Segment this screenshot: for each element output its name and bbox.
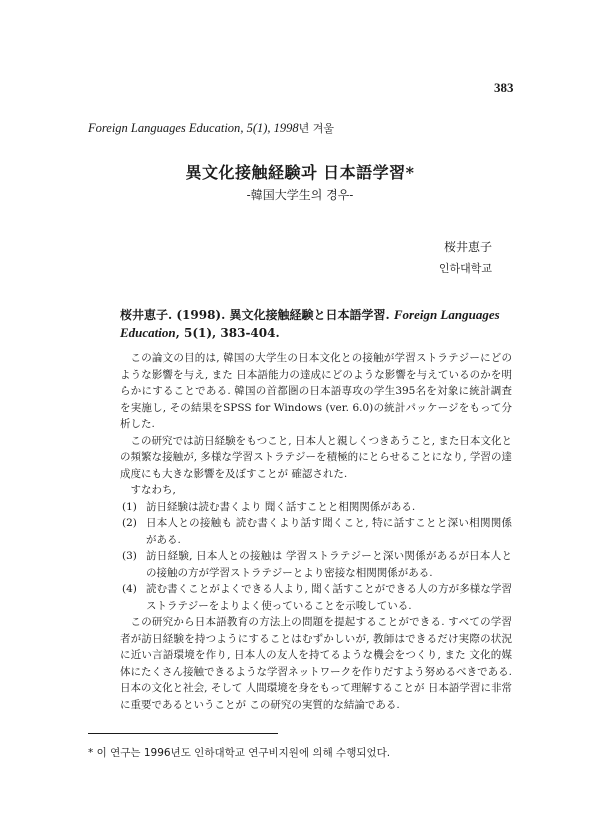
list-item-text: 訪日経験は読む書くより 聞く話すことと相関関係がある.	[146, 500, 416, 513]
list-item	[120, 548, 512, 581]
journal-title: Foreign Languages Education	[88, 121, 241, 135]
author-name: 桜井恵子	[443, 240, 492, 254]
abstract-paragraph-1: この論文の目的は, 韓国の大学生の日本文化との接触が学習ストラテジーにどのような影響を与え, また 日本語能力の達成にどのような影響を与えているのかを明らかにすることである. 韓国の首都圏の日本語専攻の学生395名を対象に統計調査を実施し, その結果をSPSS for Windows (ver. 6.0)の統計パッケージをもって分析した.	[120, 352, 512, 430]
list-item	[120, 515, 512, 548]
citation	[120, 306, 510, 342]
list-item-number: (3)	[122, 550, 137, 562]
list-item-number: (2)	[122, 517, 137, 529]
journal-header	[88, 120, 334, 136]
citation-prefix: 桜井恵子. (1998). 異文化接触経験と日本語学習.	[120, 308, 390, 322]
list-item-number: (4)	[122, 583, 137, 595]
paper-title: 異文化接触経験과 日本語学習*	[185, 163, 415, 182]
abstract-paragraph-2: この研究では訪日経験をもつこと, 日本人と親しくつきあうこと, また日本文化との頻繁な接触が, 多様な学習ストラテジーを積極的にとらせることになり, 学習の達成度にも大きな影響を及ぼすことが 確認された.	[120, 434, 512, 480]
footnote: * 이 연구는 1996년도 인하대학교 연구비지원에 의해 수행되었다.	[88, 747, 391, 759]
footnote-divider	[88, 733, 278, 734]
paper-subtitle: -韓国大学生의 경우-	[246, 188, 354, 202]
abstract	[120, 350, 512, 713]
list-item-text: 読む書くことがよくできる人より, 聞く話すことができる人の方が多様な学習ストラテジーをよりよく使っていることを示唆している.	[146, 583, 512, 612]
list-item	[120, 499, 512, 516]
author-affiliation: 인하대학교	[438, 262, 492, 275]
list-item-text: 訪日経験, 日本人との接触は 学習ストラテジーと深い関係があるが日本人との接触の方が学習ストラテジーとより密接な相関関係がある.	[146, 550, 512, 579]
list-item	[120, 581, 512, 614]
page-number: 383	[494, 80, 514, 95]
citation-suffix: , 5(1), 383-404.	[175, 326, 280, 340]
abstract-paragraph-3: すなわち,	[130, 484, 176, 496]
journal-volume-issue: , 5(1), 1998	[240, 121, 299, 135]
abstract-paragraph-4: この研究から日本語教育の方法上の問題を提起することができる. すべての学習者が訪日経験を持つようにすることはむずかしいが, 教師はできるだけ実際の状況に近い言語環境を作り, 日本人の友人を持てるような機会をつくり, また 文化的媒体にたくさん接触できるような学習ネットワークを作りだすよう努めるべきである. 日本の文化と社会, そして 人間環境を身をもって理解することが 日本語学習に非常に重要であるということが この研究の実質的な結論である.	[120, 616, 512, 711]
list-item-number: (1)	[122, 500, 137, 513]
list-item-text: 日本人との接触も 読む書くより話す聞くこと, 特に話すことと深い相関関係がある.	[146, 517, 512, 546]
journal-season: 년 겨울	[298, 122, 335, 135]
findings-list	[120, 499, 512, 615]
citation-journal: Foreign Languages Education	[120, 307, 500, 340]
